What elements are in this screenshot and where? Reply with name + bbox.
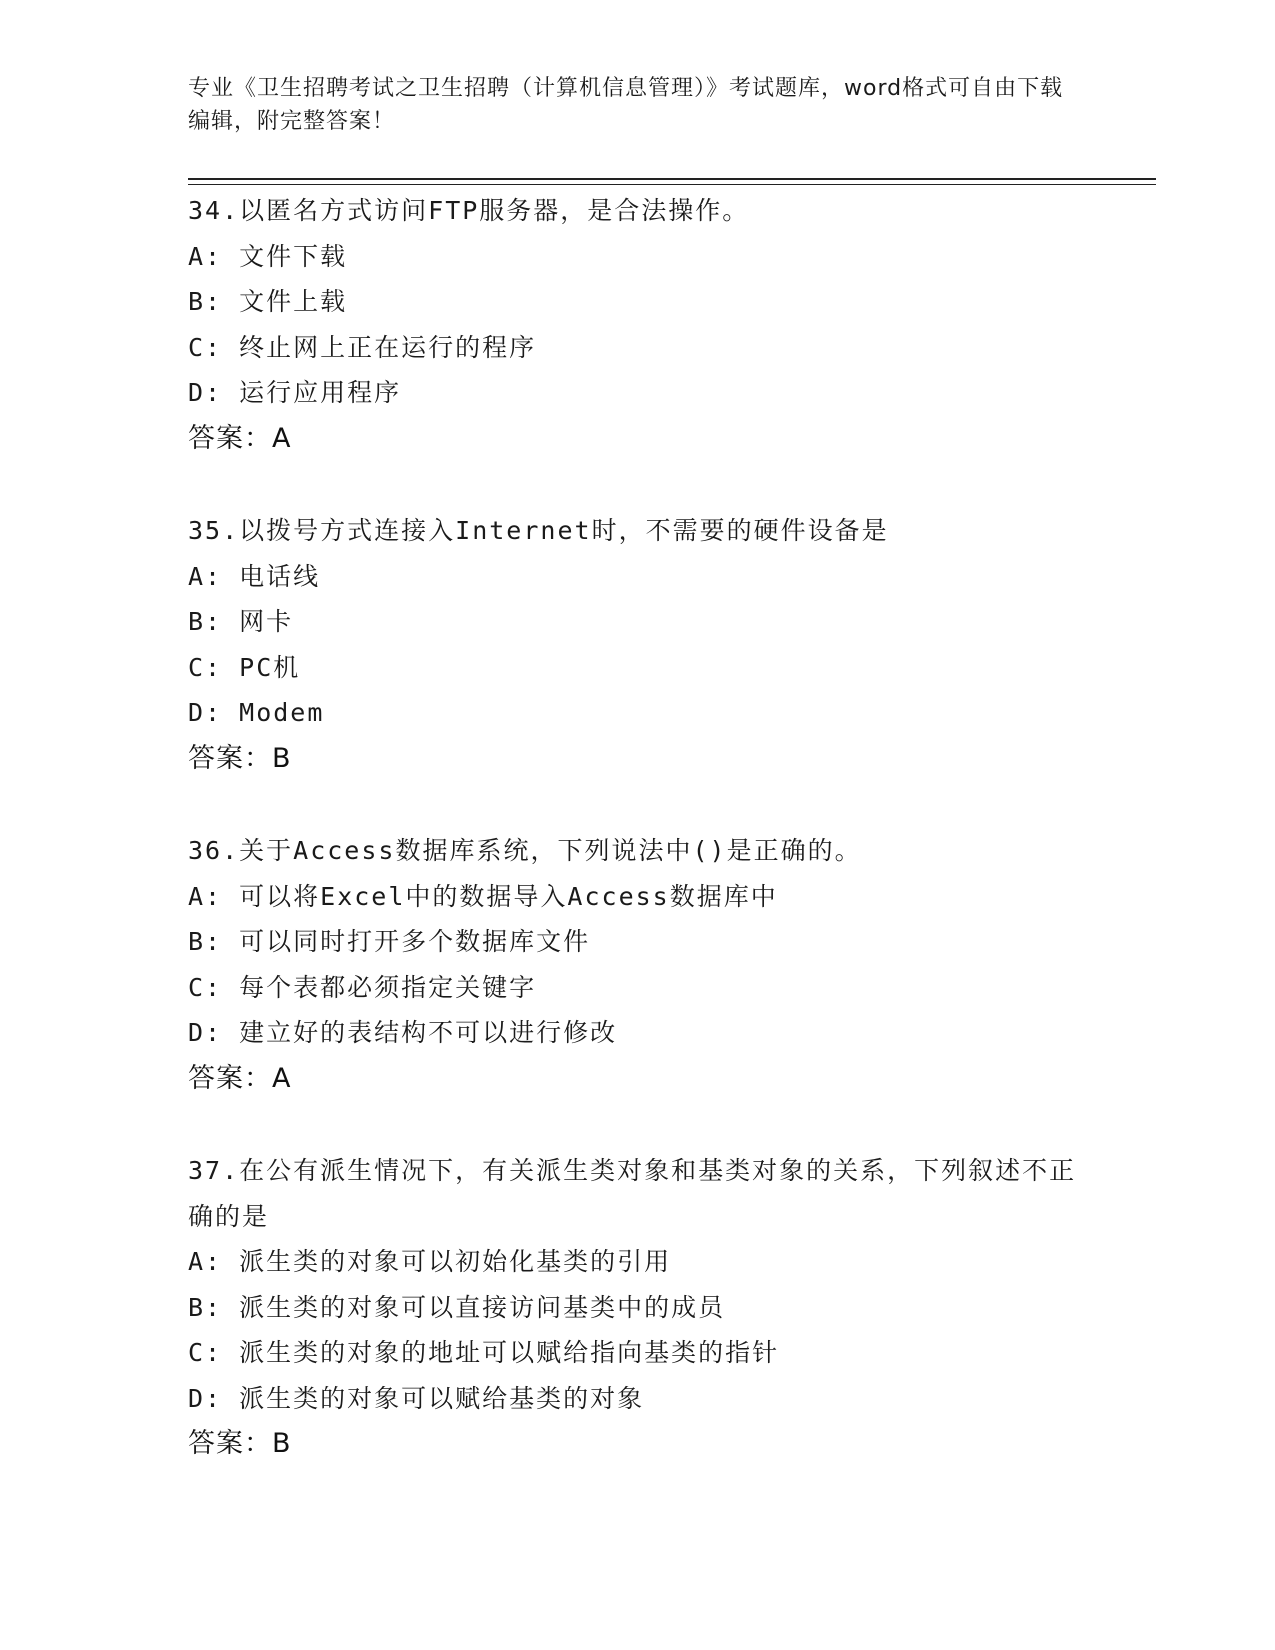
document-header: 专业《卫生招聘考试之卫生招聘（计算机信息管理）》考试题库，word格式可自由下载编辑，附完整答案！ bbox=[188, 76, 1064, 134]
answer-line: 答案：B bbox=[188, 1428, 292, 1459]
question-37 bbox=[188, 1148, 1088, 1467]
header-divider-thin bbox=[188, 184, 1156, 185]
answer-line: 答案：B bbox=[188, 742, 292, 774]
answer-line: 答案：A bbox=[188, 1062, 292, 1094]
option-c: C: 每个表都必须指定关键字 bbox=[188, 972, 537, 1002]
answer-line: 答案：A bbox=[188, 422, 292, 454]
option-b: B: 可以同时打开多个数据库文件 bbox=[188, 927, 591, 956]
option-c: C: 派生类的对象的地址可以赋给指向基类的指针 bbox=[188, 1338, 780, 1367]
header-divider-thick bbox=[188, 178, 1156, 180]
option-d: D: Modem bbox=[188, 698, 325, 727]
option-a: A: 文件下载 bbox=[188, 241, 348, 271]
option-b: B: 派生类的对象可以直接访问基类中的成员 bbox=[188, 1292, 726, 1322]
option-b: B: 文件上载 bbox=[188, 287, 348, 316]
option-d: D: 运行应用程序 bbox=[188, 378, 402, 407]
option-a: A: 电话线 bbox=[188, 561, 321, 591]
option-d: D: 派生类的对象可以赋给基类的对象 bbox=[188, 1383, 645, 1413]
question-36 bbox=[188, 828, 1088, 1101]
question-35 bbox=[188, 508, 1088, 781]
question-34 bbox=[188, 188, 1088, 461]
question-stem: 36.关于Access数据库系统，下列说法中()是正确的。 bbox=[188, 836, 862, 865]
question-stem: 34.以匿名方式访问FTP服务器，是合法操作。 bbox=[188, 196, 750, 225]
question-list bbox=[188, 188, 1088, 1514]
option-a: A: 派生类的对象可以初始化基类的引用 bbox=[188, 1247, 672, 1276]
question-stem: 35.以拨号方式连接入Internet时，不需要的硬件设备是 bbox=[188, 516, 889, 545]
option-c: C: PC机 bbox=[188, 652, 301, 682]
option-c: C: 终止网上正在运行的程序 bbox=[188, 332, 537, 362]
option-a: A: 可以将Excel中的数据导入Access数据库中 bbox=[188, 881, 778, 911]
option-d: D: 建立好的表结构不可以进行修改 bbox=[188, 1018, 618, 1047]
option-b: B: 网卡 bbox=[188, 607, 294, 636]
question-stem: 37.在公有派生情况下，有关派生类对象和基类对象的关系，下列叙述不正确的是 bbox=[188, 1156, 1077, 1231]
